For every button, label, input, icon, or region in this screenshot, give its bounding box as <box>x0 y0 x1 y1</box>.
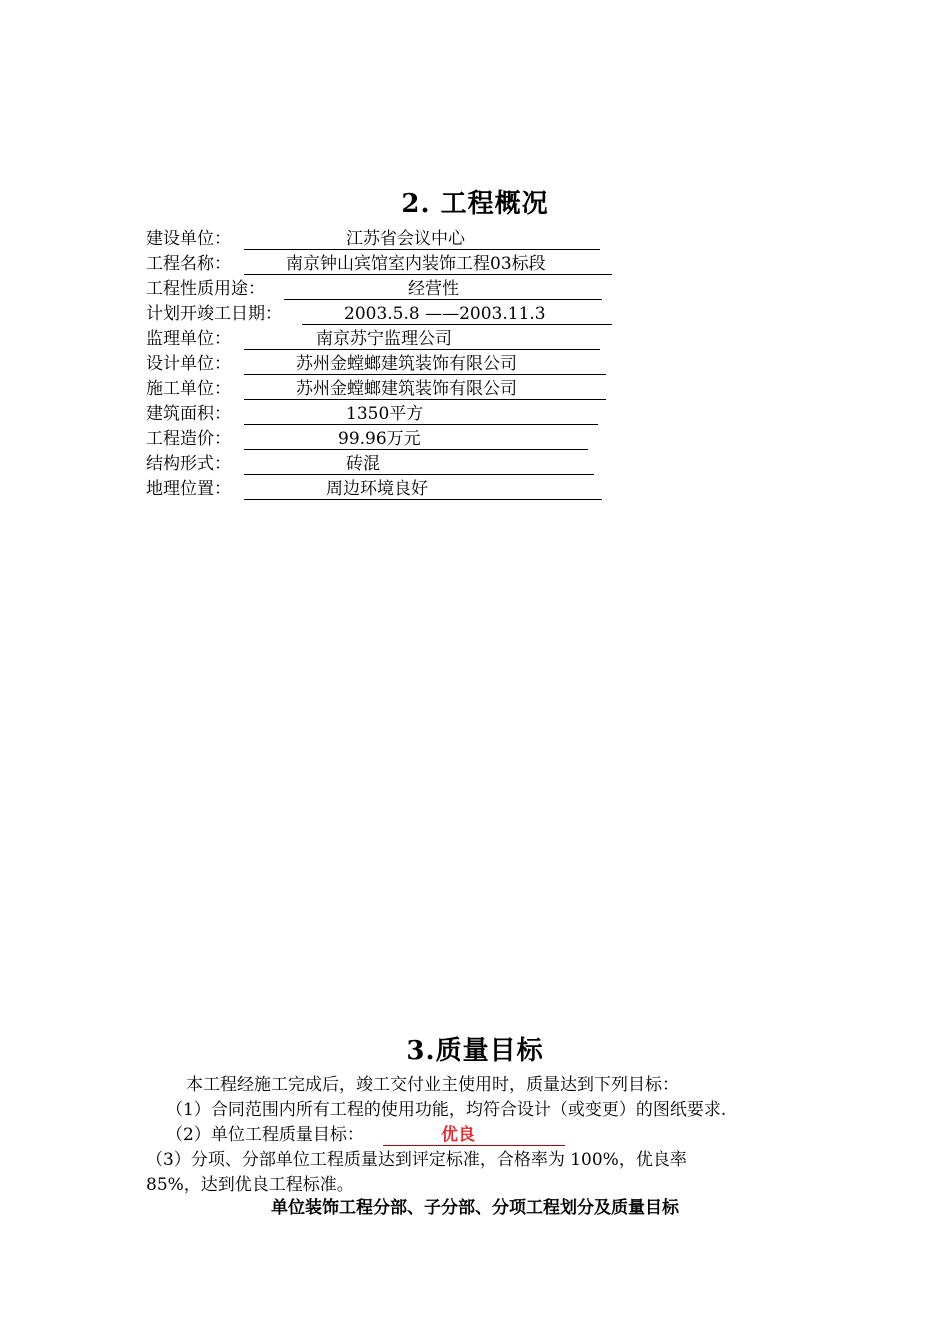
field-value: 周边环境良好 <box>244 477 602 500</box>
field-label: 工程造价： <box>146 429 231 449</box>
quality-item-2-label: （2）单位工程质量目标： <box>166 1125 364 1145</box>
field-row-project-name <box>146 252 546 276</box>
field-row-design-unit <box>146 352 517 376</box>
field-row-structure-type <box>146 452 380 476</box>
field-label: 工程性质用途： <box>146 279 265 299</box>
field-value: 苏州金螳螂建筑装饰有限公司 <box>244 352 606 375</box>
section-title-project-overview: 2. 工程概况 <box>401 189 549 219</box>
field-row-building-area <box>146 402 424 426</box>
field-row-construction-company <box>146 377 517 401</box>
field-row-project-nature <box>146 277 459 301</box>
field-label: 工程名称： <box>146 254 231 274</box>
field-label: 结构形式： <box>146 454 231 474</box>
quality-item-1: （1）合同范围内所有工程的使用功能，均符合设计（或变更）的图纸要求. <box>166 1100 727 1120</box>
field-label: 计划开竣工日期： <box>146 304 282 324</box>
section-title-quality-goals: 3.质量目标 <box>406 1036 544 1066</box>
field-value: 经营性 <box>284 277 602 300</box>
field-row-supervision-unit <box>146 327 452 351</box>
field-label: 施工单位： <box>146 379 231 399</box>
quality-intro: 本工程经施工完成后，竣工交付业主使用时，质量达到下列目标： <box>186 1075 679 1095</box>
field-value: 南京钟山宾馆室内装饰工程03标段 <box>244 252 612 275</box>
field-label: 建设单位： <box>146 229 231 249</box>
field-label: 监理单位： <box>146 329 231 349</box>
field-value: 1350平方 <box>244 402 598 425</box>
field-label: 地理位置： <box>146 479 231 499</box>
field-label: 设计单位： <box>146 354 231 374</box>
quality-item-2 <box>166 1123 586 1147</box>
field-label: 建筑面积： <box>146 404 231 424</box>
field-value: 2003.5.8 ——2003.11.3 <box>302 302 612 325</box>
field-row-construction-unit <box>146 227 465 251</box>
field-value: 南京苏宁监理公司 <box>244 327 600 350</box>
field-value: 江苏省会议中心 <box>244 227 600 250</box>
quality-item-3-line-1: （3）分项、分部单位工程质量达到评定标准，合格率为 100%，优良率 <box>146 1150 687 1170</box>
field-row-schedule-dates <box>146 302 546 326</box>
field-value: 苏州金螳螂建筑装饰有限公司 <box>244 377 606 400</box>
quality-item-3-line-2: 85%，达到优良工程标准。 <box>146 1175 354 1195</box>
field-value: 砖混 <box>244 452 594 475</box>
table-heading: 单位装饰工程分部、子分部、分项工程划分及质量目标 <box>271 1198 679 1218</box>
field-row-project-cost <box>146 427 421 451</box>
quality-goal-value: 优良 <box>383 1123 565 1146</box>
field-value: 99.96万元 <box>244 427 588 450</box>
field-row-location <box>146 477 428 501</box>
